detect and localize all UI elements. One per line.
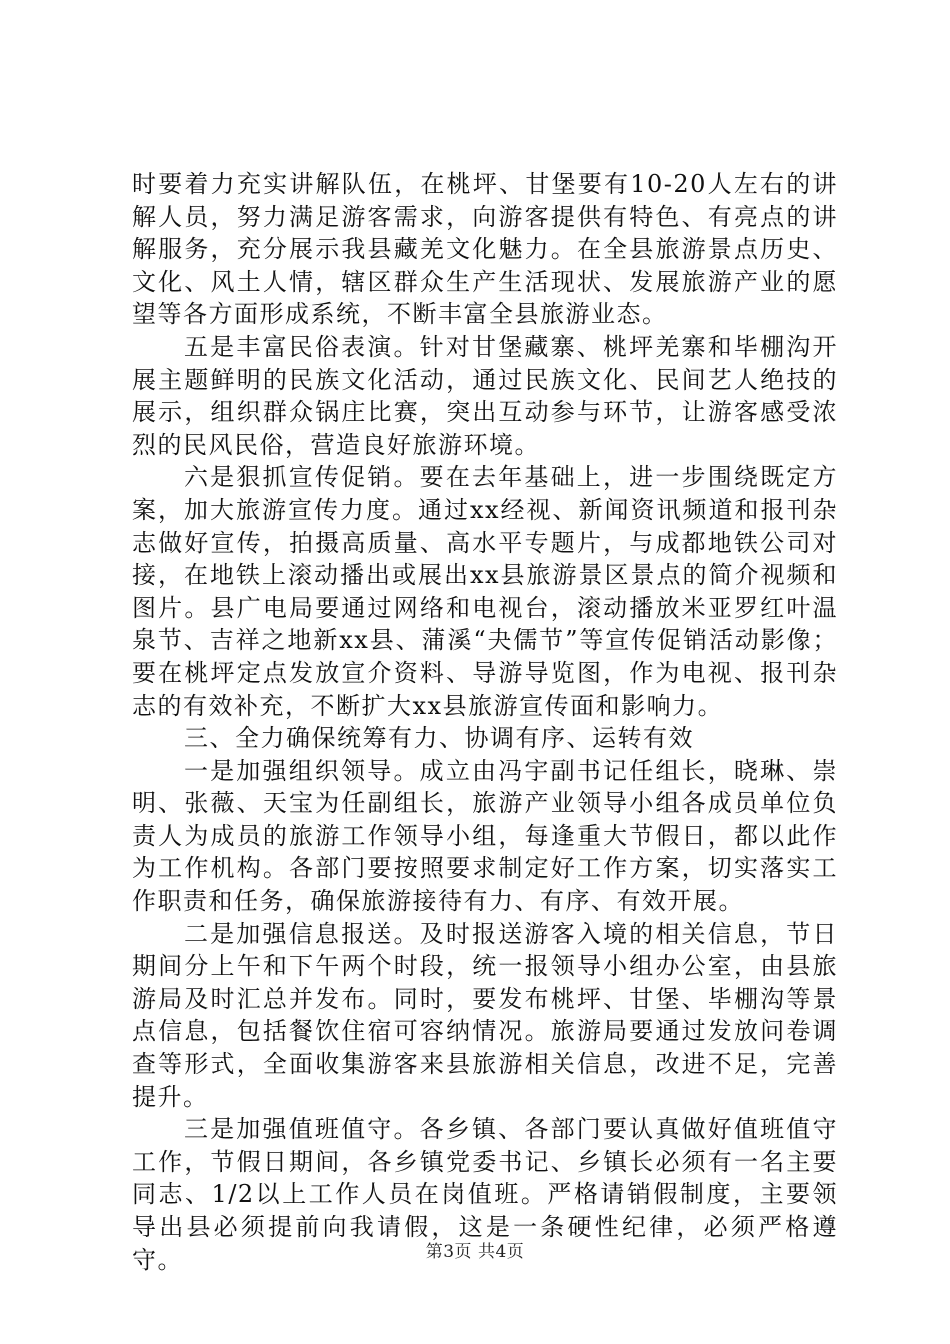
paragraph-7: 三是加强值班值守。各乡镇、各部门要认真做好值班值守工作，节假日期间，各乡镇党委书记、乡镇长必须有一名主要同志、1/2以上工作人员在岗值班。严格请销假制度，主要领导出县必须提前向我请假，这是一条硬性纪律，必须严格遵守。 [132,1115,838,1274]
section-heading: 三、全力确保统筹有力、协调有序、运转有效 [184,724,694,753]
page-number-footer: 第3页 共4页 [425,1242,525,1262]
document-body [132,168,838,1276]
paragraph-6: 二是加强信息报送。及时报送游客入境的相关信息，节日期间分上午和下午两个时段，统一报领导小组办公室，由县旅游局及时汇总并发布。同时，要发布桃坪、甘堡、毕棚沟等景点信息，包括餐饮住宿可容纳情况。旅游局要通过发放问卷调查等形式，全面收集游客来县旅游相关信息，改进不足，完善提升。 [132,919,838,1111]
paragraph-2: 五是丰富民俗表演。针对甘堡藏寨、桃坪羌寨和毕棚沟开展主题鲜明的民族文化活动，通过民族文化、民间艺人绝技的展示，组织群众锅庄比赛，突出互动参与环节，让游客感受浓烈的民风民俗，营造良好旅游环境。 [132,332,838,459]
paragraph-5: 一是加强组织领导。成立由冯宇副书记任组长，晓琳、崇明、张薇、天宝为任副组长，旅游产业领导小组各成员单位负责人为成员的旅游工作领导小组，每逢重大节假日，都以此作为工作机构。各部门要按照要求制定好工作方案，切实落实工作职责和任务，确保旅游接待有力、有序、有效开展。 [132,756,838,916]
paragraph-3: 六是狠抓宣传促销。要在去年基础上，进一步围绕既定方案，加大旅游宣传力度。通过xx经视、新闻资讯频道和报刊杂志做好宣传，拍摄高质量、高水平专题片，与成都地铁公司对接，在地铁上滚动播出或展出xx县旅游景区景点的简介视频和图片。县广电局要通过网络和电视台，滚动播放米亚罗红叶温泉节、吉祥之地新xx县、蒲溪“夬儒节”等宣传促销活动影像；要在桃坪定点发放宣介资料、导游导览图，作为电视、报刊杂志的有效补充，不断扩大xx县旅游宣传面和影响力。 [132,463,838,720]
paragraph-1: 时要着力充实讲解队伍，在桃坪、甘堡要有10-20人左右的讲解人员，努力满足游客需求，向游客提供有特色、有亮点的讲解服务，充分展示我县藏羌文化魅力。在全县旅游景点历史、文化、风土人情，辖区群众生产生活现状、发展旅游产业的愿望等各方面形成系统，不断丰富全县旅游业态。 [132,170,838,329]
